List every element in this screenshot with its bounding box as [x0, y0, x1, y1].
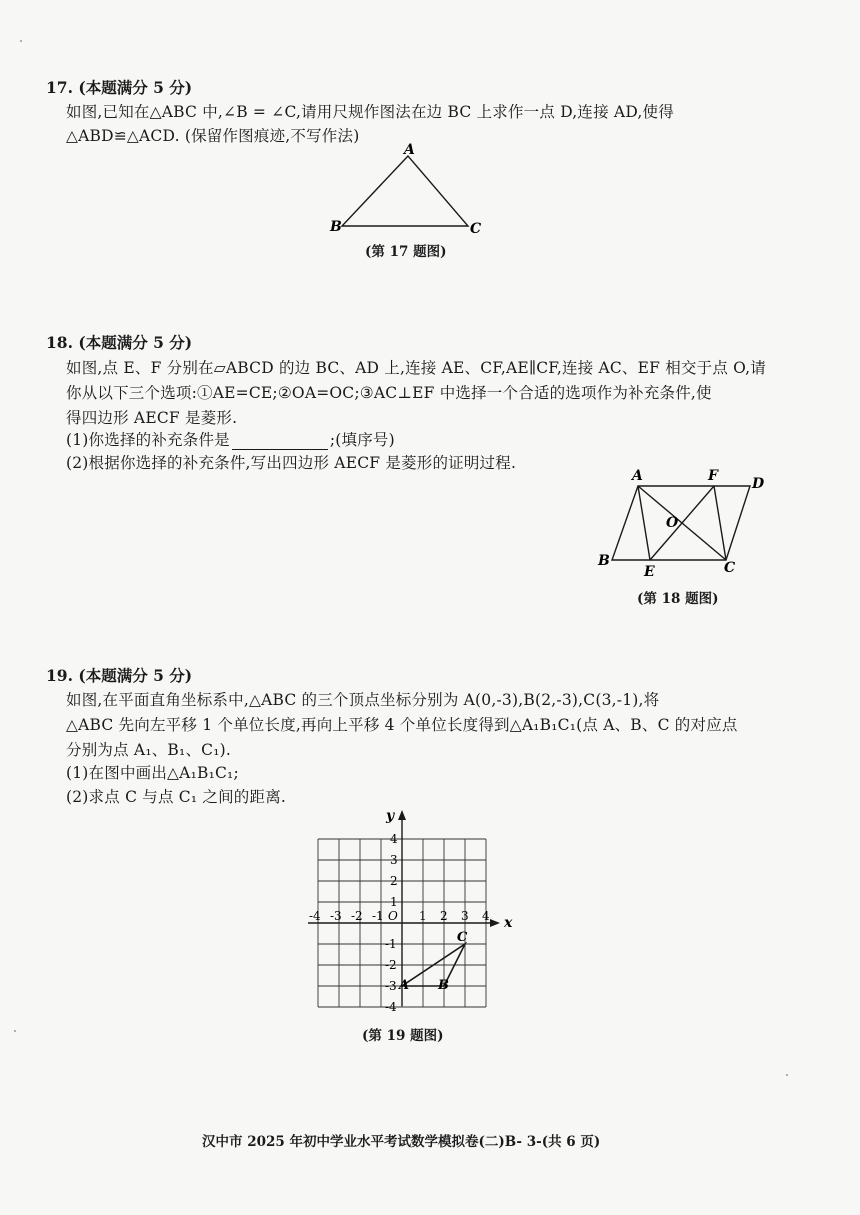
label-c: C — [470, 221, 482, 237]
y-tick-label: 4 — [390, 832, 398, 846]
q18-line2: 你从以下三个选项:①AE=CE;②OA=OC;③AC⊥EF 中选择一个合适的选项作为补充条件,使 — [66, 384, 712, 402]
y-tick-label: 1 — [390, 895, 398, 909]
x-tick-label: -3 — [330, 909, 342, 923]
q19-heading: 19. (本题满分 5 分) — [46, 666, 193, 685]
x-tick-label: -2 — [351, 909, 363, 923]
label-d: D — [752, 476, 765, 492]
q18-line3: 得四边形 AECF 是菱形. — [66, 409, 238, 427]
y-tick-label: -4 — [385, 1000, 397, 1014]
y-tick-label: 2 — [390, 874, 398, 888]
triangle-abc — [342, 156, 468, 226]
point-b-label: B — [438, 978, 449, 993]
scan-speck — [20, 40, 22, 42]
label-a: A — [404, 142, 415, 158]
x-axis-label: x — [504, 915, 513, 931]
q17-heading: 17. (本题满分 5 分) — [46, 78, 193, 97]
q17-caption: (第 17 题图) — [365, 244, 447, 260]
y-axis-label: y — [386, 808, 395, 824]
q18-part2: (2)根据你选择的补充条件,写出四边形 AECF 是菱形的证明过程. — [66, 454, 517, 472]
label-a: A — [632, 468, 643, 484]
label-o: O — [666, 515, 679, 531]
q18-part1-prompt: (1)你选择的补充条件是 — [66, 431, 230, 449]
label-b: B — [330, 219, 342, 235]
point-c-label: C — [457, 930, 468, 945]
q19-part2: (2)求点 C 与点 C₁ 之间的距离. — [66, 788, 287, 806]
y-tick-label: 3 — [390, 853, 398, 867]
segment-ae — [638, 486, 650, 560]
y-tick-label: -3 — [385, 979, 397, 993]
origin-label: O — [388, 909, 398, 923]
y-axis-arrow — [398, 810, 406, 820]
answer-blank[interactable] — [232, 435, 328, 450]
x-tick-label: -1 — [372, 909, 384, 923]
label-e: E — [644, 564, 655, 580]
x-tick-label: 4 — [482, 909, 490, 923]
scan-speck — [786, 1074, 788, 1076]
q18-heading: 18. (本题满分 5 分) — [46, 333, 193, 352]
q17-line1: 如图,已知在△ABC 中,∠B = ∠C,请用尺规作图法在边 BC 上求作一点 D,连接 AD,使得 — [66, 103, 674, 121]
q19-caption: (第 19 题图) — [362, 1028, 444, 1044]
label-c: C — [724, 560, 736, 576]
y-tick-label: -1 — [385, 937, 397, 951]
y-tick-label: -2 — [385, 958, 397, 972]
q18-part1 — [66, 428, 395, 450]
point-a-label: A — [399, 978, 410, 993]
x-tick-label: 3 — [461, 909, 469, 923]
q18-caption: (第 18 题图) — [637, 591, 719, 607]
q19-coordinate-grid — [300, 800, 520, 1015]
scan-speck — [14, 1030, 16, 1032]
label-f: F — [708, 468, 718, 484]
q19-line3: 分别为点 A₁、B₁、C₁). — [66, 741, 231, 759]
q19-line1: 如图,在平面直角坐标系中,△ABC 的三个顶点坐标分别为 A(0,-3),B(2,-3),C(3,-1),将 — [66, 691, 660, 709]
q18-part1-suffix: ;(填序号) — [329, 431, 395, 449]
q18-figure — [590, 466, 770, 584]
q19-line2: △ABC 先向左平移 1 个单位长度,再向上平移 4 个单位长度得到△A₁B₁C₁(点 A、B、C 的对应点 — [66, 716, 738, 734]
segment-ef — [650, 486, 714, 560]
x-tick-label: 1 — [419, 909, 427, 923]
q19-part1: (1)在图中画出△A₁B₁C₁; — [66, 764, 239, 782]
x-tick-label: -4 — [309, 909, 321, 923]
page-footer: 汉中市 2025 年初中学业水平考试数学模拟卷(二)B- 3-(共 6 页) — [202, 1134, 601, 1150]
x-axis-arrow — [490, 919, 500, 927]
q18-line1: 如图,点 E、F 分别在▱ABCD 的边 BC、AD 上,连接 AE、CF,AE∥CF,连接 AC、EF 相交于点 O,请 — [66, 359, 766, 377]
label-b: B — [598, 553, 610, 569]
segment-fc — [714, 486, 726, 560]
x-tick-label: 2 — [440, 909, 448, 923]
x-tick-labels — [309, 909, 490, 923]
q17-line2: △ABD≌△ACD. (保留作图痕迹,不写作法) — [66, 127, 360, 145]
